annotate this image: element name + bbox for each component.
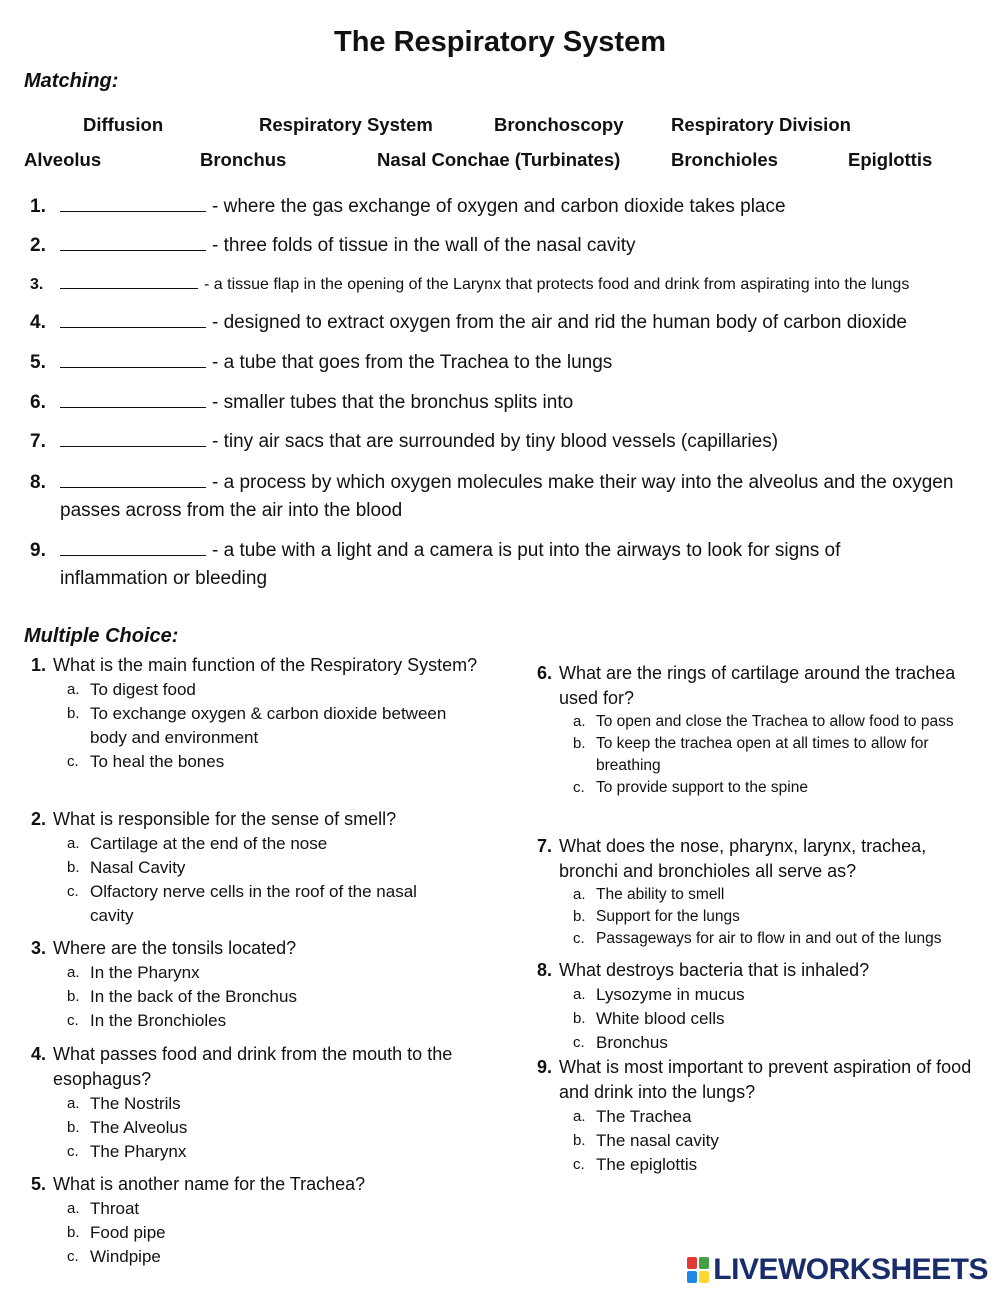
matching-item: [30, 389, 573, 417]
answer-option[interactable]: [31, 750, 481, 774]
question-text: Where are the tonsils located?: [53, 938, 297, 958]
answer-option[interactable]: [31, 985, 481, 1009]
answer-option[interactable]: [537, 1105, 977, 1129]
question: [31, 653, 481, 774]
item-number: 1.: [30, 196, 46, 217]
matching-item: [30, 428, 778, 456]
option-letter: a.: [67, 835, 80, 852]
answer-blank[interactable]: [60, 309, 206, 328]
option-letter: b.: [573, 1010, 586, 1027]
word-bank-item: Respiratory Division: [671, 114, 851, 135]
matching-item: [30, 232, 636, 260]
answer-blank[interactable]: [60, 389, 206, 408]
answer-option[interactable]: [537, 1031, 977, 1055]
question-number: 1.: [31, 655, 47, 675]
item-number: 7.: [30, 431, 46, 452]
answer-option[interactable]: [537, 1153, 977, 1177]
question: [31, 807, 451, 928]
option-text: Support for the lungs: [596, 908, 740, 925]
option-letter: b.: [67, 1224, 80, 1241]
question-text: What destroys bacteria that is inhaled?: [559, 960, 870, 980]
answer-option[interactable]: [537, 1129, 977, 1153]
item-text: - a process by which oxygen molecules make their way into the alveolus and the oxygen: [212, 472, 954, 493]
item-number: 4.: [30, 312, 46, 333]
question: [31, 1172, 481, 1269]
option-text: Bronchus: [596, 1033, 668, 1052]
question-number: 4.: [31, 1044, 47, 1064]
option-letter: a.: [67, 964, 80, 981]
answer-option[interactable]: [537, 928, 977, 950]
answer-option[interactable]: [31, 702, 481, 750]
answer-option[interactable]: [537, 983, 977, 1007]
answer-blank[interactable]: [60, 270, 198, 289]
option-letter: a.: [573, 886, 586, 903]
option-letter: c.: [573, 1034, 585, 1051]
option-text: Olfactory nerve cells in the roof of the nasal cavity: [90, 882, 417, 925]
option-letter: b.: [573, 735, 586, 752]
answer-blank[interactable]: [60, 193, 206, 212]
question: [31, 1042, 461, 1164]
item-number: 9.: [30, 540, 46, 561]
answer-option[interactable]: [31, 880, 451, 928]
answer-option[interactable]: [31, 856, 451, 880]
answer-blank[interactable]: [60, 428, 206, 447]
option-text: Lysozyme in mucus: [596, 985, 745, 1004]
matching-item: [30, 469, 953, 525]
matching-item: [30, 193, 786, 221]
option-letter: a.: [67, 1200, 80, 1217]
option-text: The Trachea: [596, 1107, 692, 1126]
word-bank-item: Epiglottis: [848, 149, 933, 170]
item-number: 8.: [30, 472, 46, 493]
option-letter: b.: [573, 908, 586, 925]
answer-blank[interactable]: [60, 537, 206, 556]
matching-heading: Matching:: [24, 70, 119, 92]
option-letter: a.: [573, 986, 586, 1003]
word-bank-item: Bronchioles: [671, 149, 778, 170]
option-text: Passageways for air to flow in and out of the lungs: [596, 930, 942, 947]
option-letter: a.: [573, 713, 586, 730]
option-text: The nasal cavity: [596, 1131, 719, 1150]
option-text: In the Pharynx: [90, 963, 200, 982]
question-number: 8.: [537, 960, 553, 980]
question-text: What is responsible for the sense of smell?: [53, 809, 397, 829]
option-text: The epiglottis: [596, 1155, 698, 1174]
answer-option[interactable]: [537, 733, 977, 777]
answer-blank[interactable]: [60, 232, 206, 251]
answer-option[interactable]: [31, 678, 481, 702]
item-text: - where the gas exchange of oxygen and carbon dioxide takes place: [212, 196, 786, 217]
option-letter: c.: [573, 930, 585, 947]
question-number: 9.: [537, 1057, 553, 1077]
answer-option[interactable]: [537, 1007, 977, 1031]
answer-option[interactable]: [31, 1009, 481, 1033]
option-text: To open and close the Trachea to allow food to pass: [596, 713, 954, 730]
answer-option[interactable]: [31, 832, 451, 856]
answer-option[interactable]: [537, 777, 977, 799]
question-number: 6.: [537, 663, 553, 683]
logo-icon: [687, 1257, 709, 1283]
item-text: - tiny air sacs that are surrounded by tiny blood vessels (capillaries): [212, 431, 779, 452]
question: [537, 958, 977, 1055]
answer-option[interactable]: [31, 961, 481, 985]
answer-option[interactable]: [31, 1221, 481, 1245]
answer-option[interactable]: [31, 1245, 481, 1269]
option-text: To keep the trachea open at all times to allow for breathing: [596, 735, 929, 774]
item-number: 6.: [30, 392, 46, 413]
question: [537, 834, 977, 950]
option-text: The Pharynx: [90, 1142, 187, 1161]
option-text: Nasal Cavity: [90, 858, 186, 877]
logo-text: LIVEWORKSHEETS: [713, 1253, 988, 1286]
option-letter: c.: [573, 1156, 585, 1173]
option-letter: a.: [67, 1095, 80, 1112]
option-text: The Alveolus: [90, 1118, 188, 1137]
answer-option[interactable]: [537, 884, 977, 906]
option-text: The ability to smell: [596, 886, 725, 903]
option-letter: a.: [67, 681, 80, 698]
option-letter: c.: [67, 1143, 79, 1160]
option-letter: b.: [67, 705, 80, 722]
option-letter: c.: [67, 1012, 79, 1029]
option-letter: c.: [67, 883, 79, 900]
liveworksheets-logo[interactable]: [687, 1253, 988, 1287]
item-number: 5.: [30, 352, 46, 373]
option-text: In the Bronchioles: [90, 1011, 227, 1030]
answer-option[interactable]: [31, 1116, 461, 1140]
option-text: Food pipe: [90, 1223, 166, 1242]
answer-option[interactable]: [31, 1197, 481, 1221]
multiple-choice-heading: Multiple Choice:: [24, 625, 179, 647]
item-text: - a tube that goes from the Trachea to the lungs: [212, 352, 613, 373]
option-text: To provide support to the spine: [596, 779, 808, 796]
option-letter: b.: [67, 859, 80, 876]
option-text: Windpipe: [90, 1247, 161, 1266]
question-text: What is most important to prevent aspiration of food and drink into the lungs?: [559, 1057, 972, 1102]
option-letter: b.: [67, 1119, 80, 1136]
answer-option[interactable]: [31, 1140, 461, 1164]
option-text: The Nostrils: [90, 1094, 181, 1113]
option-letter: b.: [67, 988, 80, 1005]
word-bank-item: Respiratory System: [259, 114, 433, 135]
question: [31, 936, 481, 1033]
matching-item: [30, 349, 612, 377]
option-text: To digest food: [90, 680, 196, 699]
question-text: What is the main function of the Respiratory System?: [53, 655, 478, 675]
option-letter: c.: [67, 753, 79, 770]
word-bank-item: Bronchoscopy: [494, 114, 624, 135]
question-number: 3.: [31, 938, 47, 958]
answer-option[interactable]: [537, 711, 977, 733]
question: [537, 661, 977, 799]
question: [537, 1055, 977, 1177]
option-text: To heal the bones: [90, 752, 225, 771]
word-bank-item: Nasal Conchae (Turbinates): [377, 149, 621, 170]
option-letter: c.: [573, 779, 585, 796]
option-text: White blood cells: [596, 1009, 725, 1028]
option-letter: a.: [573, 1108, 586, 1125]
item-text-continued: inflammation or bleeding: [60, 568, 268, 589]
item-number: 3.: [30, 276, 44, 293]
option-text: In the back of the Bronchus: [90, 987, 297, 1006]
answer-blank[interactable]: [60, 349, 206, 368]
option-text: Throat: [90, 1199, 140, 1218]
option-letter: c.: [67, 1248, 79, 1265]
page-title: The Respiratory System: [333, 26, 666, 58]
answer-option[interactable]: [31, 1092, 461, 1116]
item-text-continued: passes across from the air into the blood: [60, 500, 403, 521]
matching-item: [30, 309, 907, 337]
question-number: 5.: [31, 1174, 47, 1194]
word-bank-item: Diffusion: [83, 114, 164, 135]
option-text: Cartilage at the end of the nose: [90, 834, 328, 853]
item-number: 2.: [30, 235, 46, 256]
answer-option[interactable]: [537, 906, 977, 928]
matching-item: [30, 270, 909, 299]
matching-item: [30, 537, 840, 593]
word-bank-item: Alveolus: [24, 149, 102, 170]
question-text: What is another name for the Trachea?: [53, 1174, 366, 1194]
question-text: What does the nose, pharynx, larynx, trachea, bronchi and bronchioles all serve as?: [559, 836, 927, 881]
question-number: 2.: [31, 809, 47, 829]
question-number: 7.: [537, 836, 553, 856]
answer-blank[interactable]: [60, 469, 206, 488]
word-bank-item: Bronchus: [200, 149, 287, 170]
item-text: - a tissue flap in the opening of the Larynx that protects food and drink from aspirating into the lungs: [204, 276, 910, 293]
item-text: - designed to extract oxygen from the air and rid the human body of carbon dioxide: [212, 312, 907, 333]
item-text: - smaller tubes that the bronchus splits into: [212, 392, 574, 413]
option-text: To exchange oxygen & carbon dioxide between body and environment: [90, 704, 447, 747]
item-text: - a tube with a light and a camera is put into the airways to look for signs of: [212, 540, 841, 561]
question-text: What passes food and drink from the mouth to the esophagus?: [53, 1044, 453, 1089]
item-text: - three folds of tissue in the wall of the nasal cavity: [212, 235, 636, 256]
question-text: What are the rings of cartilage around the trachea used for?: [559, 663, 956, 708]
option-letter: b.: [573, 1132, 586, 1149]
